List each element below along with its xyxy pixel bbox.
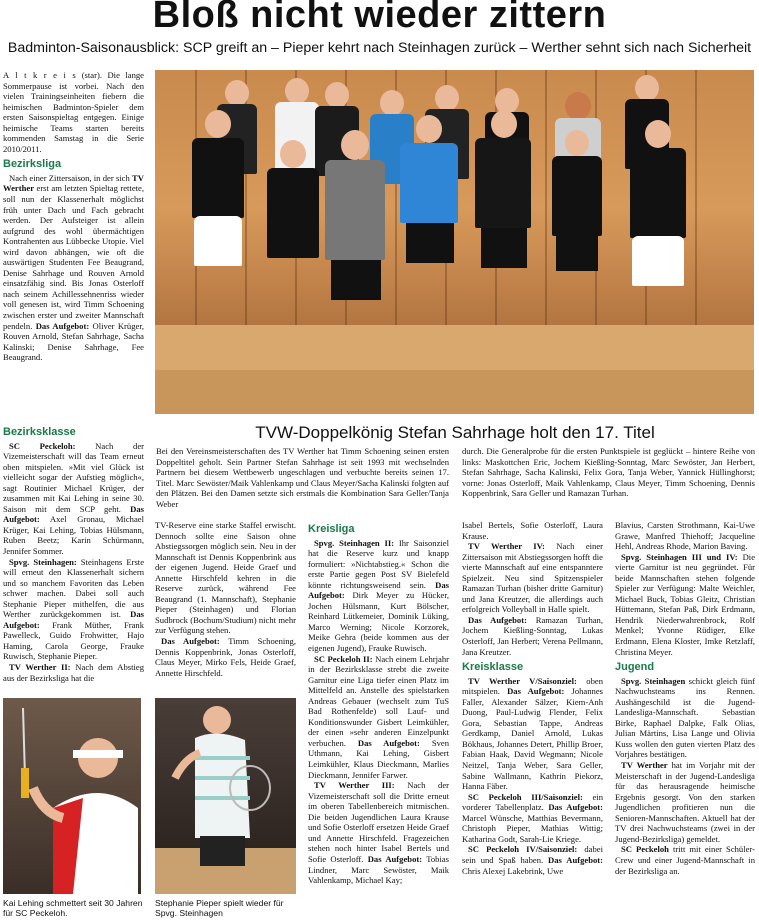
section-kreisklasse: Kreisklasse bbox=[462, 661, 524, 674]
column-4 bbox=[462, 520, 603, 922]
photo-kai-lehing bbox=[3, 698, 141, 894]
bezirksliga-text-b: erst am letzten Spieltag rettete, soll nun der Klassenerhalt möglichst früh unter Dach und Fach gebracht werden. Der Aufsteiger ist allein aufgrund des wohl übermächtigen Kontrahenten aus Lübbecke Utopie. Viel wird davon abhängen, wie oft die auswärtigen Studenten Fee Beaugrand, Denise Sahrhage und Rouven Arnold einsatzfähig sind. Bis Jonas Osterloff nach seinem Achillessehnenriss wieder voll genesen ist, wird Timm Schoening zwischen erster und zweiter Mannschaft pendeln. bbox=[3, 183, 144, 331]
aufgebot-text: Axel Gronau, Michael Krüger, Kai Lehing, Tobias Hülsmann, Ruben Beetz; Karin Schürmann, Jennifer Sommer. bbox=[3, 514, 144, 557]
aufgebot-label: Das Aufgebot: bbox=[367, 853, 423, 864]
team-name: SC Peckeloh IV/Saisonziel: bbox=[468, 844, 578, 855]
aufgebot-label: Das Aufgebot: bbox=[3, 503, 144, 525]
text: hat im Vorjahr mit der Meisterschaft in der Jugend-Landesliga für das herausragende heimische Ergebnis gesorgt. Von den starken Jugendlichen profitieren nun die Senioren-Mannschaften. Aktuell hat der TV drei Nachwuchsteams (zwei in der Jugend-Bezirksliga) gemeldet. bbox=[615, 760, 755, 844]
team-name: SC Peckeloh II: bbox=[314, 653, 373, 664]
text: Blavius, Carsten Strothmann, Kai-Uwe Grawe, Manfred Thiehoff; Jacqueline Hehl, Andreas Rhode, Marion Baving. bbox=[615, 520, 755, 552]
dateline: A l t k r e i s bbox=[3, 70, 77, 80]
team-name: TV Werther II: bbox=[9, 662, 71, 673]
photo-caption-stephanie: Stephanie Pieper spielt wieder für Spvg. Steinhagen bbox=[155, 898, 284, 918]
team-name: TV Werther bbox=[3, 172, 144, 194]
caption-text-1: Bei den Vereinsmeisterschaften des TV Werther hat Timm Schoening seinen ersten Doppeltitel geholt. Sein Partner Stefan Sahrhage ist seit 1993 mit wechselnden Partnern bei diesem Wettbewerb ungeschlagen und verbuchte bereits seinen 17. Titel. Marc Sewöster/Maik Vahlenkamp und Claus Meyer/Sacha Kalinski folgten auf den Plätzen. Bei den Damen setzte sich erstmals die Kombination Sara Geller/Tanja Weber bbox=[156, 446, 449, 509]
left-column-bezirksklasse bbox=[3, 422, 144, 692]
aufgebot-text: Ramazan Turhan, Jochem Kießling-Sonntag, Lukas Osterloff, Jan Herbert; Verena Pellmann, Jana Kreutzer. bbox=[462, 614, 603, 657]
aufgebot-label: Das Aufgebot: bbox=[357, 737, 420, 748]
team-name: Spvg. Steinhagen II: bbox=[314, 537, 395, 548]
section-bezirksklasse: Bezirksklasse bbox=[3, 426, 76, 438]
badminton-player-illustration bbox=[3, 698, 141, 894]
aufgebot-text: Marcel Wünsche, Matthias Bevermann, Christoph Pieper, Mathias Wittig; Katharina Godt, Sarah-Lie Kriege. bbox=[462, 812, 603, 844]
badminton-player-illustration bbox=[155, 698, 296, 894]
photo-headline: TVW-Doppelkönig Stefan Sahrhage holt den 17. Titel bbox=[255, 423, 655, 442]
photo-caption-kai: Kai Lehing schmettert seit 30 Jahren für SC Peckeloh. bbox=[3, 898, 143, 918]
team-name: SC Peckeloh: bbox=[9, 440, 76, 451]
team-name: Spvg. Steinhagen: bbox=[9, 556, 77, 567]
aufgebot-label: Das Aufgebot: bbox=[507, 686, 565, 697]
text: ein vorderer Tabellenplatz. bbox=[462, 791, 603, 813]
team-name: TV Werther III: bbox=[314, 780, 395, 791]
aufgebot-label: Das Aufgebot: bbox=[468, 614, 527, 625]
column-kreisliga bbox=[308, 522, 449, 922]
column-2-top bbox=[155, 520, 296, 690]
aufgebot-text: Timm Schoening, Dennis Koppenbrink, Jonas Osterloff, Claus Meyer, Mirko Fels, Heide Graef, Annette Hirschfeld. bbox=[155, 636, 296, 678]
text: Nach dem Abstieg aus der Bezirksliga hat die bbox=[3, 662, 144, 683]
team-name: Spvg. Steinhagen III und IV: bbox=[621, 551, 738, 562]
aufgebot-text: Oliver Krüger, Rouven Arnold, Stefan Sahrhage, Sacha Kalinski; Denise Sahrhage, Fee Beaugrand. bbox=[3, 320, 144, 363]
column-5 bbox=[615, 520, 755, 922]
photo-caption-left bbox=[156, 446, 449, 512]
section-jugend: Jugend bbox=[615, 661, 655, 674]
text: Ihr Saisonziel hat die Reserve kurz und knapp formuliert: »Nichtabstieg.« Schon die erste Partie gegen Post SV Bielefeld könnte richtungsweisend sein. bbox=[308, 537, 449, 590]
text: dabei sein und Spaß haben. bbox=[462, 844, 603, 865]
text: tritt mit einer Schüler-Crew und einer Jugend-Mannschaft in der Bezirksliga an. bbox=[615, 844, 755, 876]
text: Steinhagens Erste will erneut den Klassenerhalt sichern und so manchem Favoriten das Leben schwer machen. Dabei soll auch Stephanie Pieper mithelfen, die aus Werther zurückgekommen ist. bbox=[3, 556, 144, 620]
aufgebot-label: Das Aufgebot: bbox=[548, 854, 603, 865]
team-photo bbox=[155, 70, 754, 414]
headline: Bloß nicht wieder zittern bbox=[152, 0, 607, 36]
team-name: TV Werther V/Saisonziel: bbox=[468, 675, 577, 686]
team-name: SC Peckeloh bbox=[621, 844, 669, 855]
aufgebot-text: Dirk Meyer zu Hücker, Jochen Hülsmann, Kurt Bölscher, Reinhard Lütkemeier, Dominik Lüking, Marco Werning; Nicole Korzorek, Meike Gehra (beide kommen aus der eigenen Jugend), Frauke Ruwisch. bbox=[308, 590, 449, 654]
text: Nach einer Zittersaison mit Abstiegssorgen hofft die vierte Mannschaft auf eine entspanntere Spielzeit. Neu sind Spitzenspieler Ramazan Turhan (bisher dritte Garnitur) und Jana Kreutzer, die allerdings auch erfolgreich Volleyball in Halle spielt. bbox=[462, 541, 603, 615]
aufgebot-text: Johannes Faller, Alexander Sälzer, Kiem-Anh Duong, Paul-Ludwig Flender, Felix Gora, Sebastian Tappe, Andreas Gerdkamp, Daniel Arnold, Lukas Bökhaus, Johannes Detert, Phillip Broer, Fabian Haak, David Wegmann; Nicole Neitzel, Tanja Weber, Sara Geller, Sabine Wallmann, Kathrin Piekorz, Hanna Fäber. bbox=[462, 686, 603, 792]
text: schickt gleich fünf Nachwuchsteams ins Rennen. Aushängeschild ist die Jugend-Landesliga-Mannschaft. Sebastian Birke, Raphael Dalpke, Falk Olias, Julian Märtins, Lisa Lange und Olivia Kuss wollen den guten vierten Platz des Vorjahres bestätigen. bbox=[615, 675, 755, 760]
team-name: TV Werther IV: bbox=[468, 541, 545, 552]
aufgebot-text: Chris Alexej Lakebrink, Uwe bbox=[462, 865, 564, 876]
aufgebot-label: Das Aufgebot: bbox=[3, 609, 144, 630]
aufgebot-text: Sven Uthmann, Kai Lehing, Gisbert Leimkühler, Klaus Dieckmann, Marlies Dieckmann, Jennifer Farwer. bbox=[308, 737, 449, 780]
text: Die vierte Garnitur ist neu gegründet. Für beide Mannschaften stehen folgende Spieler zur Verfügung: Malte Weichler, Michael Buck, Tobias Gleitz, Christian Hüttemann, Stefan Paß, Dirk Erdmann, Hendrik Niederwahrenbrock, Rolf Menkel; Yvonne Rüdiger, Elke Erdmann, Elena Kloster, Imke Retzlaff, Christina Meyer. bbox=[615, 551, 755, 657]
text: Nach der Vizemeisterschaft will das Team erneut oben mitspielen. »Mit viel Glück ist vielleicht sogar der Aufstieg möglich«, sagt Routinier Michael Krüger, der zusammen mit Kai Lehing in seine 30. Saison mit dem SCP geht. bbox=[3, 440, 144, 514]
photo-caption-right bbox=[462, 446, 755, 512]
text: Nach der Vizemeisterschaft soll die Dritte erneut im oberen Tabellenbereich mitmischen. Die beiden Jugendlichen Laura Krause und Sofie Osterloff ersetzen Heide Graef und Annette Hirschfeld. Fragezeichen stehen noch hinter Isabel Bertels und Sofie Osterloff. bbox=[308, 780, 449, 864]
aufgebot-label: Das Aufgebot: bbox=[35, 320, 90, 331]
aufgebot-text: Tobias Lindner, Marc Sewöster, Maik Vahlenkamp, Michael Kay; bbox=[308, 853, 449, 886]
subheadline: Badminton-Saisonausblick: SCP greift an – Pieper kehrt nach Steinhagen zurück – Werther sehnt sich nach Sicherheit bbox=[7, 40, 752, 56]
text: oben mitspielen. bbox=[462, 675, 603, 697]
text: TV-Reserve eine starke Staffel erwischt. Dennoch sollte eine Saison ohne Abstiegssorgen möglich sein. Neu in der Mannschaft ist Dennis Koppenbrink aus der eigenen Jugend. Heide Graef und Annette Hirschfeld kehren in die Reserve zurück, während Fee Beaugrand (1. Mannschaft), Stephanie Pieper (Steinhagen) und Florian Sudbrock (Bochum/Studium) nicht mehr zur Verfügung stehen. bbox=[155, 520, 296, 636]
left-column-top bbox=[3, 70, 144, 416]
aufgebot-label: Das Aufgebot: bbox=[308, 579, 449, 601]
section-bezirksliga: Bezirksliga bbox=[3, 158, 62, 171]
intro-text: (star). Die lange Sommerpause ist vorbei. Nach den vielen Trainingseinheiten fiebern die heimischen Badminton-Spieler dem ersten Saisonspieltag entgegen. Einige heimische Teams starten bereits kommenden Samstag in die Serie 2010/2011. bbox=[3, 70, 144, 154]
team-name: TV Werther bbox=[621, 760, 668, 771]
team-name: SC Peckeloh III/Saisonziel: bbox=[468, 791, 583, 802]
team-name: Spvg. Steinhagen bbox=[621, 675, 686, 686]
aufgebot-label: Das Aufgebot: bbox=[548, 802, 603, 813]
caption-text-2: durch. Die Generalprobe für die ersten Punktspiele ist geglückt – hintere Reihe von links: Maskottchen Eric, Jochem Kießling-Sonntag, Marc Sewöster, Jan Herbert, Stefan Sahrhage, Sacha Kalinski, Felix Gora, Tanja Weber, Yannick Hüllinghorst; vorne: Jonas Osterloff, Maik Vahlenkamp, Claus Meyer, Timm Schoening, Dennis Koppenbrink, Sara Geller und Ramazan Turhan. bbox=[462, 446, 755, 499]
aufgebot-text: Frank Müther, Frank Pawelleck, Guido Frohwitter, Hajo Haming, Carola George, Frauke Ruwisch, Stephanie Pieper. bbox=[3, 619, 144, 662]
text: Isabel Bertels, Sofie Osterloff, Laura Krause. bbox=[462, 520, 603, 541]
bezirksliga-text-a: Nach einer Zittersaison, in der sich bbox=[9, 172, 133, 183]
aufgebot-label: Das Aufgebot: bbox=[161, 636, 220, 647]
section-kreisliga: Kreisliga bbox=[308, 523, 355, 535]
text: Nach einem Lehrjahr in der Bezirksklasse strebt die zweite Garnitur eine Liga tiefer einen Platz im Mittelfeld an. Anstelle des spielstarken Andreas Gebauer (wechselt zum TuS Bad Rothenfelde) soll Lauf- und Konditionswunder Gisbert Leimkühler, der einen »sehr anderen Einzelpunkt verbuchen. bbox=[308, 653, 449, 748]
photo-stephanie-pieper bbox=[155, 698, 296, 894]
